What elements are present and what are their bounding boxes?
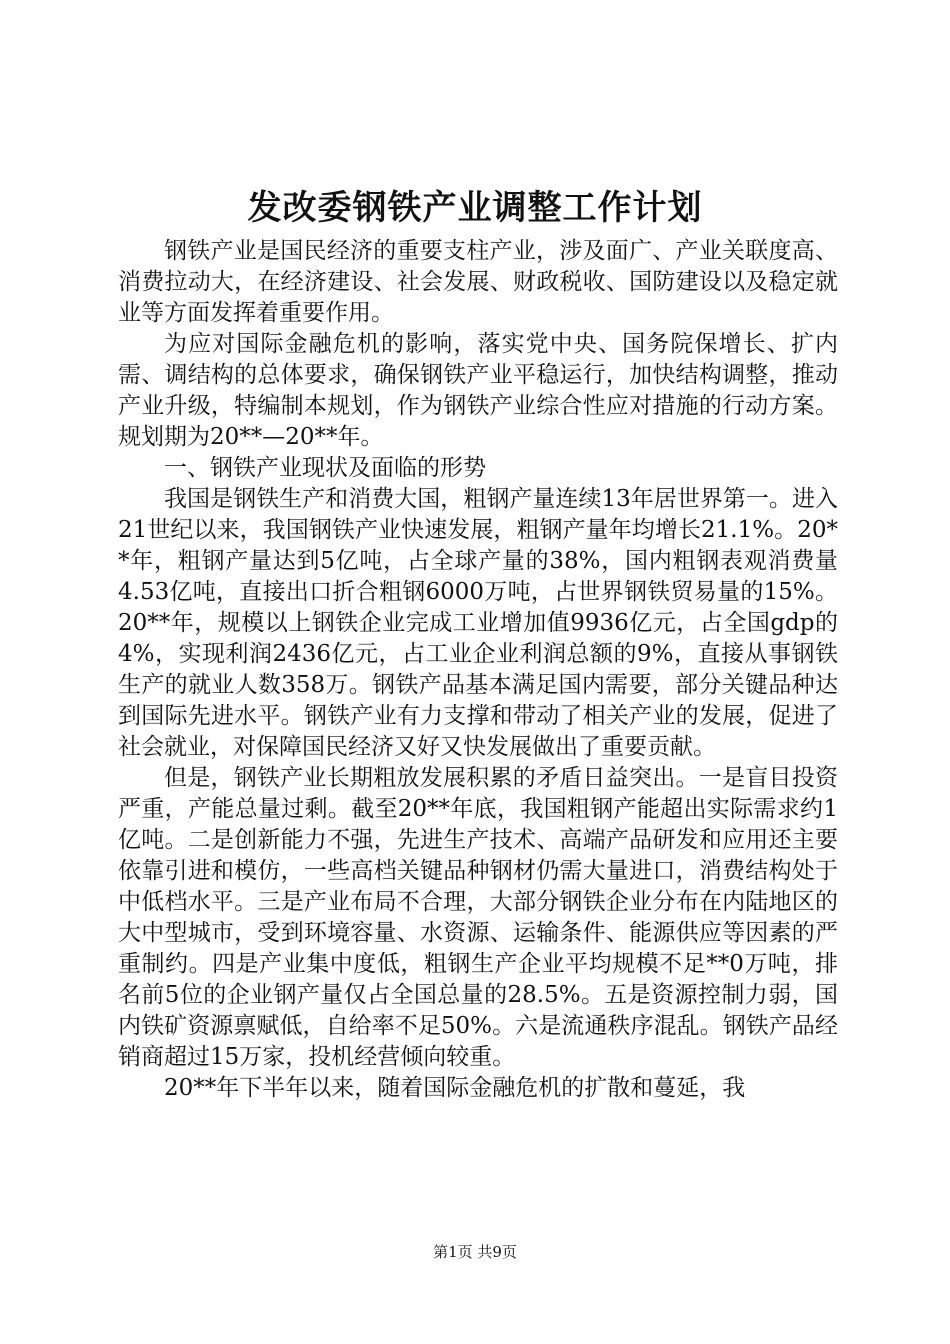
paragraph: 我国是钢铁生产和消费大国，粗钢产量连续13年居世界第一。进入21世纪以来，我国钢铁产业快速发展，粗钢产量年均增长21.1%。20**年，粗钢产量达到5亿吨，占全球产量的38%，国内粗钢表观消费量4.53亿吨，直接出口折合粗钢6000万吨，占世界钢铁贸易量的15%。20**年，规模以上钢铁企业完成工业增加值9936亿元，占全国gdp的4%，实现利润2436亿元，占工业企业利润总额的9%，直接从事钢铁生产的就业人数358万。钢铁产品基本满足国内需要，部分关键品种达到国际先进水平。钢铁产业有力支撑和带动了相关产业的发展，促进了社会就业，对保障国民经济又好又快发展做出了重要贡献。 xyxy=(118,486,838,760)
paragraph: 钢铁产业是国民经济的重要支柱产业，涉及面广、产业关联度高、消费拉动大，在经济建设、社会发展、财政税收、国防建设以及稳定就业等方面发挥着重要作用。 xyxy=(118,238,838,326)
document-title: 发改委钢铁产业调整工作计划 xyxy=(247,188,703,228)
page-footer: 第1页 共9页 xyxy=(433,1243,517,1261)
document-body xyxy=(118,236,838,1104)
paragraph: 为应对国际金融危机的影响，落实党中央、国务院保增长、扩内需、调结构的总体要求，确保钢铁产业平稳运行，加快结构调整，推动产业升级，特编制本规划，作为钢铁产业综合性应对措施的行动方案。规划期为20**—20**年。 xyxy=(118,331,838,450)
paragraph: 20**年下半年以来，随着国际金融危机的扩散和蔓延，我 xyxy=(164,1075,746,1101)
section-heading: 一、钢铁产业现状及面临的形势 xyxy=(164,455,486,481)
paragraph: 但是，钢铁产业长期粗放发展积累的矛盾日益突出。一是盲目投资严重，产能总量过剩。截至20**年底，我国粗钢产能超出实际需求约1亿吨。二是创新能力不强，先进生产技术、高端产品研发和应用还主要依靠引进和模仿，一些高档关键品种钢材仍需大量进口，消费结构处于中低档水平。三是产业布局不合理，大部分钢铁企业分布在内陆地区的大中型城市，受到环境容量、水资源、运输条件、能源供应等因素的严重制约。四是产业集中度低，粗钢生产企业平均规模不足**0万吨，排名前5位的企业钢产量仅占全国总量的28.5%。五是资源控制力弱，国内铁矿资源禀赋低，自给率不足50%。六是流通秩序混乱。钢铁产品经销商超过15万家，投机经营倾向较重。 xyxy=(118,765,838,1070)
